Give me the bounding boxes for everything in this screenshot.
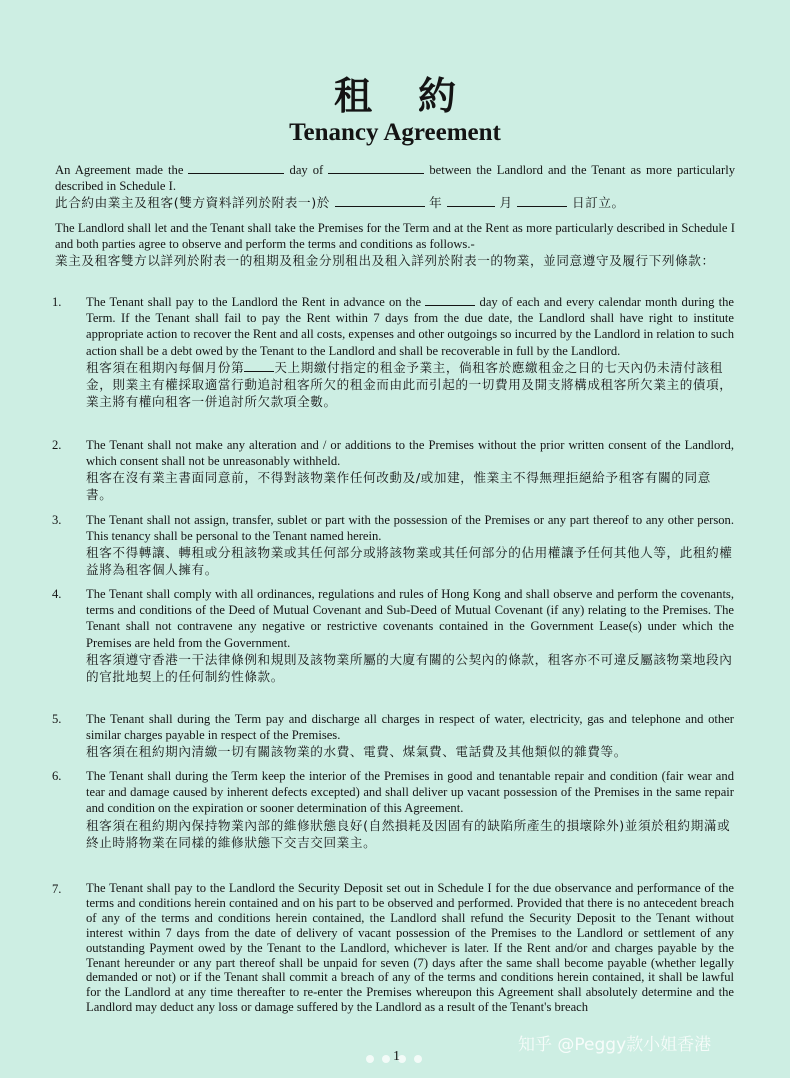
zh-day-blank — [517, 196, 567, 207]
month-blank — [328, 163, 424, 174]
clause-en: The Tenant shall pay to the Landlord the Security Deposit set out in Schedule I for the due observance and performance of the terms and conditions herein contained and on his part to be observed and performed. Provided that there is no antecedent breach of any of the terms and conditions herein contained, the Landlord shall refund the Security Deposit to the Tenant without interest within 7 days from the date of delivery of vacant possession of the Premises to the Landlord or settlement of any outstanding Payment owed by the Tenant to the Landlord, whichever is later. If the Rent and/or and charges payable by the Tenant hereunder or any part thereof shall be unpaid for seven (7) days after the same shall become payable (whether legally demanded or not) or if the Tenant shall commit a breach of any of the terms and conditions herein contained, it shall be lawful for the Landlord at any time thereafter to re-enter the Premises whereupon this Agreement shall absolutely determine and the Landlord may deduct any loss or damage suffered by the Landlord as a result of the Tenant's breach — [86, 881, 734, 1015]
clause-en: The Tenant shall not assign, transfer, sublet or part with the possession of the Premises or any part thereof to any other person. This tenancy shall be personal to the Tenant named herein. — [86, 513, 734, 544]
clause-number: 6. — [52, 769, 62, 783]
page-number: 1 — [393, 1049, 400, 1064]
clause-zh: 租客須遵守香港一干法律條例和規則及該物業所屬的大廈有關的公契內的條款，租客亦不可違反屬該物業地段內的官批地契上的任何制約性條款。 — [86, 651, 733, 684]
title-english: Tenancy Agreement — [289, 119, 501, 146]
zh-date-blank — [335, 196, 425, 207]
title-chinese: 租約 — [333, 74, 502, 118]
clause-number: 2. — [52, 438, 62, 452]
dot-indicator[interactable] — [382, 1055, 390, 1063]
clause-en: The Tenant shall during the Term pay and discharge all charges in respect of water, electricity, gas and telephone and other similar charges payable in respect of the Premises. — [86, 712, 734, 743]
intro-text-c: between the Landlord and the Tenant as more particularly described in Schedule I. — [55, 163, 735, 194]
clause-number: 4. — [52, 587, 62, 601]
zh-month-blank — [447, 196, 495, 207]
clause-zh: 租客須在租約期內保持物業內部的維修狀態良好(自然損耗及因固有的缺陷所產生的損壞除外)並須於租約期滿或終止時將物業在同樣的維修狀態下交吉交回業主。 — [86, 817, 731, 850]
intro-text-b: day of — [289, 163, 324, 177]
clause-zh: 租客不得轉讓、轉租或分租該物業或其任何部分或將該物業或其任何部分的佔用權讓予任何其他人等，此租約權益將為租客個人擁有。 — [86, 545, 733, 578]
clause-number: 7. — [52, 882, 62, 896]
rent-day-blank — [425, 295, 475, 306]
clause-zh: 租客須在租約期內清繳一切有關該物業的水費、電費、煤氣費、電話費及其他類似的雜費等。 — [86, 744, 627, 760]
clause-1-zh-a: 租客須在租期內每個月份第 — [86, 359, 245, 375]
clause-en: The Tenant shall comply with all ordinances, regulations and rules of Hong Kong and shall observe and perform the covenants, terms and conditions of the Deed of Mutual Covenant and Sub-Deed of Mutual Covenant (if any) relating to the Premises. The Tenant shall not contravene any negative or restrictive covenants contained in the Government Lease(s) under which the Premises are held from the Government. — [86, 587, 734, 650]
clause-zh: 租客在沒有業主書面同意前，不得對該物業作任何改動及/或加建，惟業主不得無理拒絕給予租客有關的同意書。 — [86, 470, 711, 503]
intro-zh-text: 此合約由業主及租客(雙方資料詳列於附表一)於 — [55, 195, 330, 210]
dot-indicator[interactable] — [366, 1055, 374, 1063]
clause-number: 3. — [52, 513, 62, 527]
zh-year: 年 — [429, 195, 443, 210]
clause-en: The Tenant shall not make any alteration and / or additions to the Premises without the prior written consent of the Landlord, which consent shall not be unreasonably withheld. — [86, 438, 734, 469]
preamble-zh: 業主及租客雙方以詳列於附表一的租期及租金分別租出及租入詳列於附表一的物業，並同意遵守及履行下列條款： — [55, 253, 715, 268]
clause-number: 5. — [52, 712, 62, 726]
clause-number: 1. — [52, 295, 62, 309]
intro-en — [55, 162, 735, 194]
intro-text-a: An Agreement made the — [55, 163, 184, 177]
clause-en — [86, 294, 734, 359]
clause-en: The Tenant shall during the Term keep the interior of the Premises in good and tenantable repair and condition (fair wear and tear and damage caused by inherent defects excepted) and shall deliver up vacant possession of the Premises in the same repair and condition on the expiration or sooner determination of this Agreement. — [86, 769, 734, 816]
clause-1-en-a: The Tenant shall pay to the Landlord the Rent in advance on the — [86, 295, 422, 309]
dot-indicator[interactable] — [414, 1055, 422, 1063]
clause-1-zh-b: 天上期繳付指定的租金予業主，倘租客於應繳租金之日的七天內仍未清付該租金，則業主有權採取適當行動追討租客所欠的租金而由此而引起的一切費用及開支將構成租客所欠業主的債項，業主將有權向租客一併追討所欠款項全數。 — [86, 359, 733, 409]
clause-1-en-b: day of each and every calendar month during the Term. If the Tenant shall fail to pay the Rent within 7 days from the due date, the Landlord shall have right to institute appropriate action to recover the Rent and all costs, expenses and other outgoings so incurred by the Landlord in relation to such action shall be a debt owed by the Tenant to the Landlord and shall be recoverable in full by the Landlord. — [86, 295, 734, 358]
zh-rent-day-blank — [244, 361, 274, 372]
watermark: 知乎 @Peggy款小姐香港 — [518, 1035, 712, 1055]
zh-day: 日訂立。 — [571, 195, 625, 210]
date-blank — [188, 163, 284, 174]
clause-zh — [86, 359, 734, 410]
intro-zh — [55, 194, 735, 211]
preamble-en: The Landlord shall let and the Tenant shall take the Premises for the Term and at the Rent as more particularly described in Schedule I and both parties agree to observe and perform the terms and conditions as follows.- — [55, 221, 735, 252]
zh-month: 月 — [499, 195, 513, 210]
